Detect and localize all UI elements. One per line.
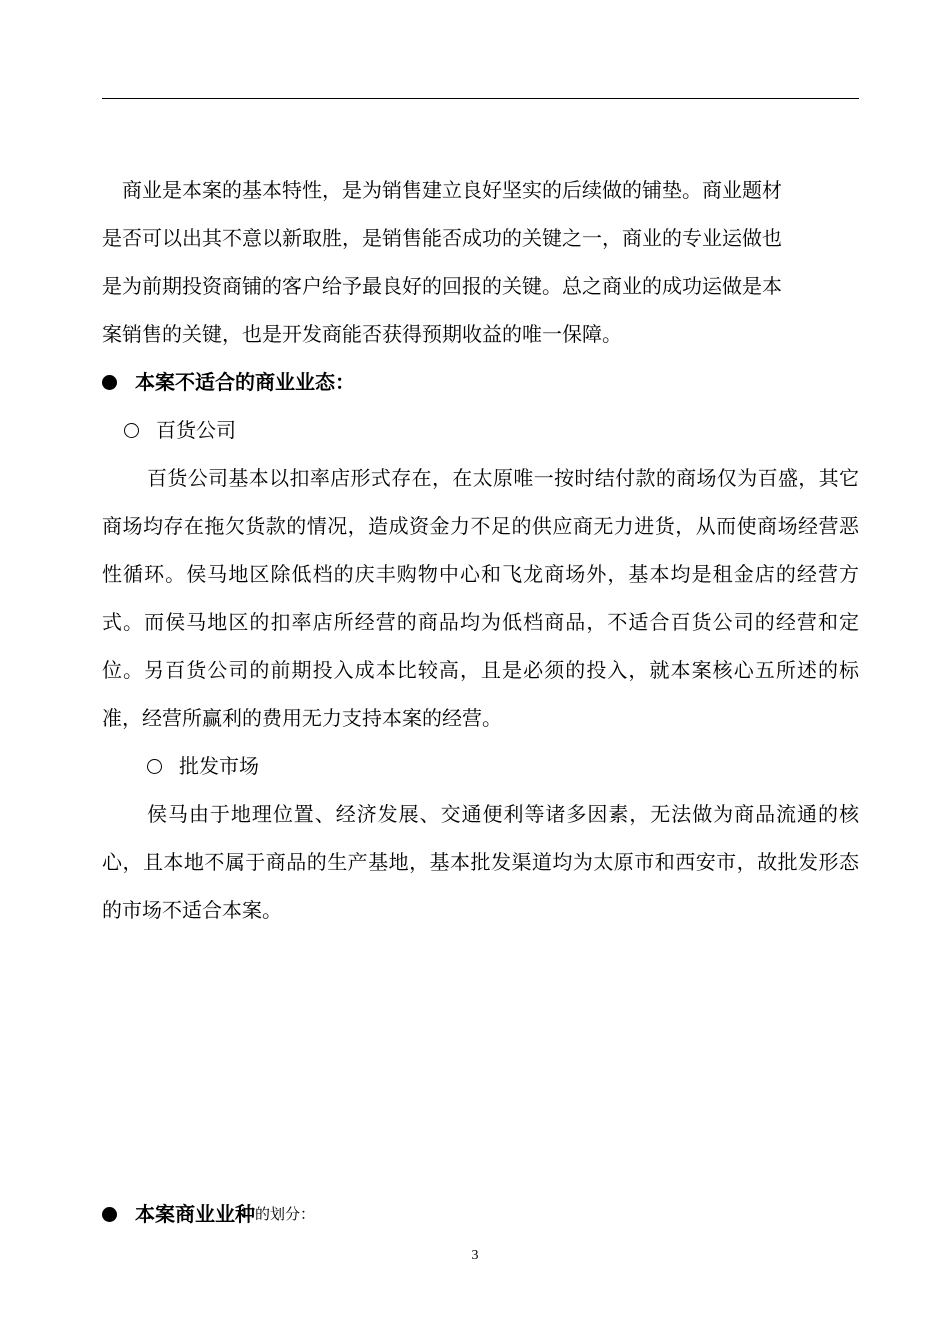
hollow-circle-icon <box>124 423 139 438</box>
subheading-department-store <box>102 406 859 454</box>
wholesale-market-paragraph: 侯马由于地理位置、经济发展、交通便利等诸多因素，无法做为商品流通的核心，且本地不属于商品的生产基地，基本批发渠道均为太原市和西安市，故批发形态的市场不适合本案。 <box>102 802 859 922</box>
intro-line-3: 是为前期投资商铺的客户给予最良好的回报的关键。总之商业的成功运做是本 <box>102 274 782 298</box>
section-heading-categories <box>102 1190 859 1238</box>
section-heading-suffix: 的划分： <box>255 1205 316 1223</box>
subheading-text: 批发市场 <box>179 754 259 778</box>
subheading-wholesale-market <box>102 742 859 790</box>
header-rule <box>102 98 859 99</box>
section-heading-bold-text: 本案商业业种 <box>135 1202 255 1226</box>
department-store-paragraph: 百货公司基本以扣率店形式存在，在太原唯一按时结付款的商场仅为百盛，其它商场均存在拖欠货款的情况，造成资金力不足的供应商无力进货，从而使商场经营恶性循环。侯马地区除低档的庆丰购物中心和飞龙商场外，基本均是租金店的经营方式。而侯马地区的扣率店所经营的商品均为低档商品，不适合百货公司的经营和定位。另百货公司的前期投入成本比较高，且是必须的投入，就本案核心五所述的标准，经营所赢利的费用无力支持本案的经营。 <box>102 466 859 730</box>
section-heading-text: 本案不适合的商业业态： <box>135 370 355 394</box>
filled-bullet-icon <box>102 375 117 390</box>
page-number: 3 <box>471 1248 479 1263</box>
subheading-text: 百货公司 <box>156 418 236 442</box>
intro-line-2: 是否可以出其不意以新取胜，是销售能否成功的关键之一，商业的专业运做也 <box>102 226 782 250</box>
section-heading-unsuitable <box>102 358 859 406</box>
intro-line-1: 商业是本案的基本特性，是为销售建立良好坚实的后续做的铺垫。商业题材 <box>122 178 782 202</box>
intro-paragraph <box>102 166 859 358</box>
hollow-circle-icon <box>147 759 162 774</box>
filled-bullet-icon <box>102 1207 117 1222</box>
intro-line-4: 案销售的关键，也是开发商能否获得预期收益的唯一保障。 <box>102 322 622 346</box>
document-body <box>102 166 859 934</box>
